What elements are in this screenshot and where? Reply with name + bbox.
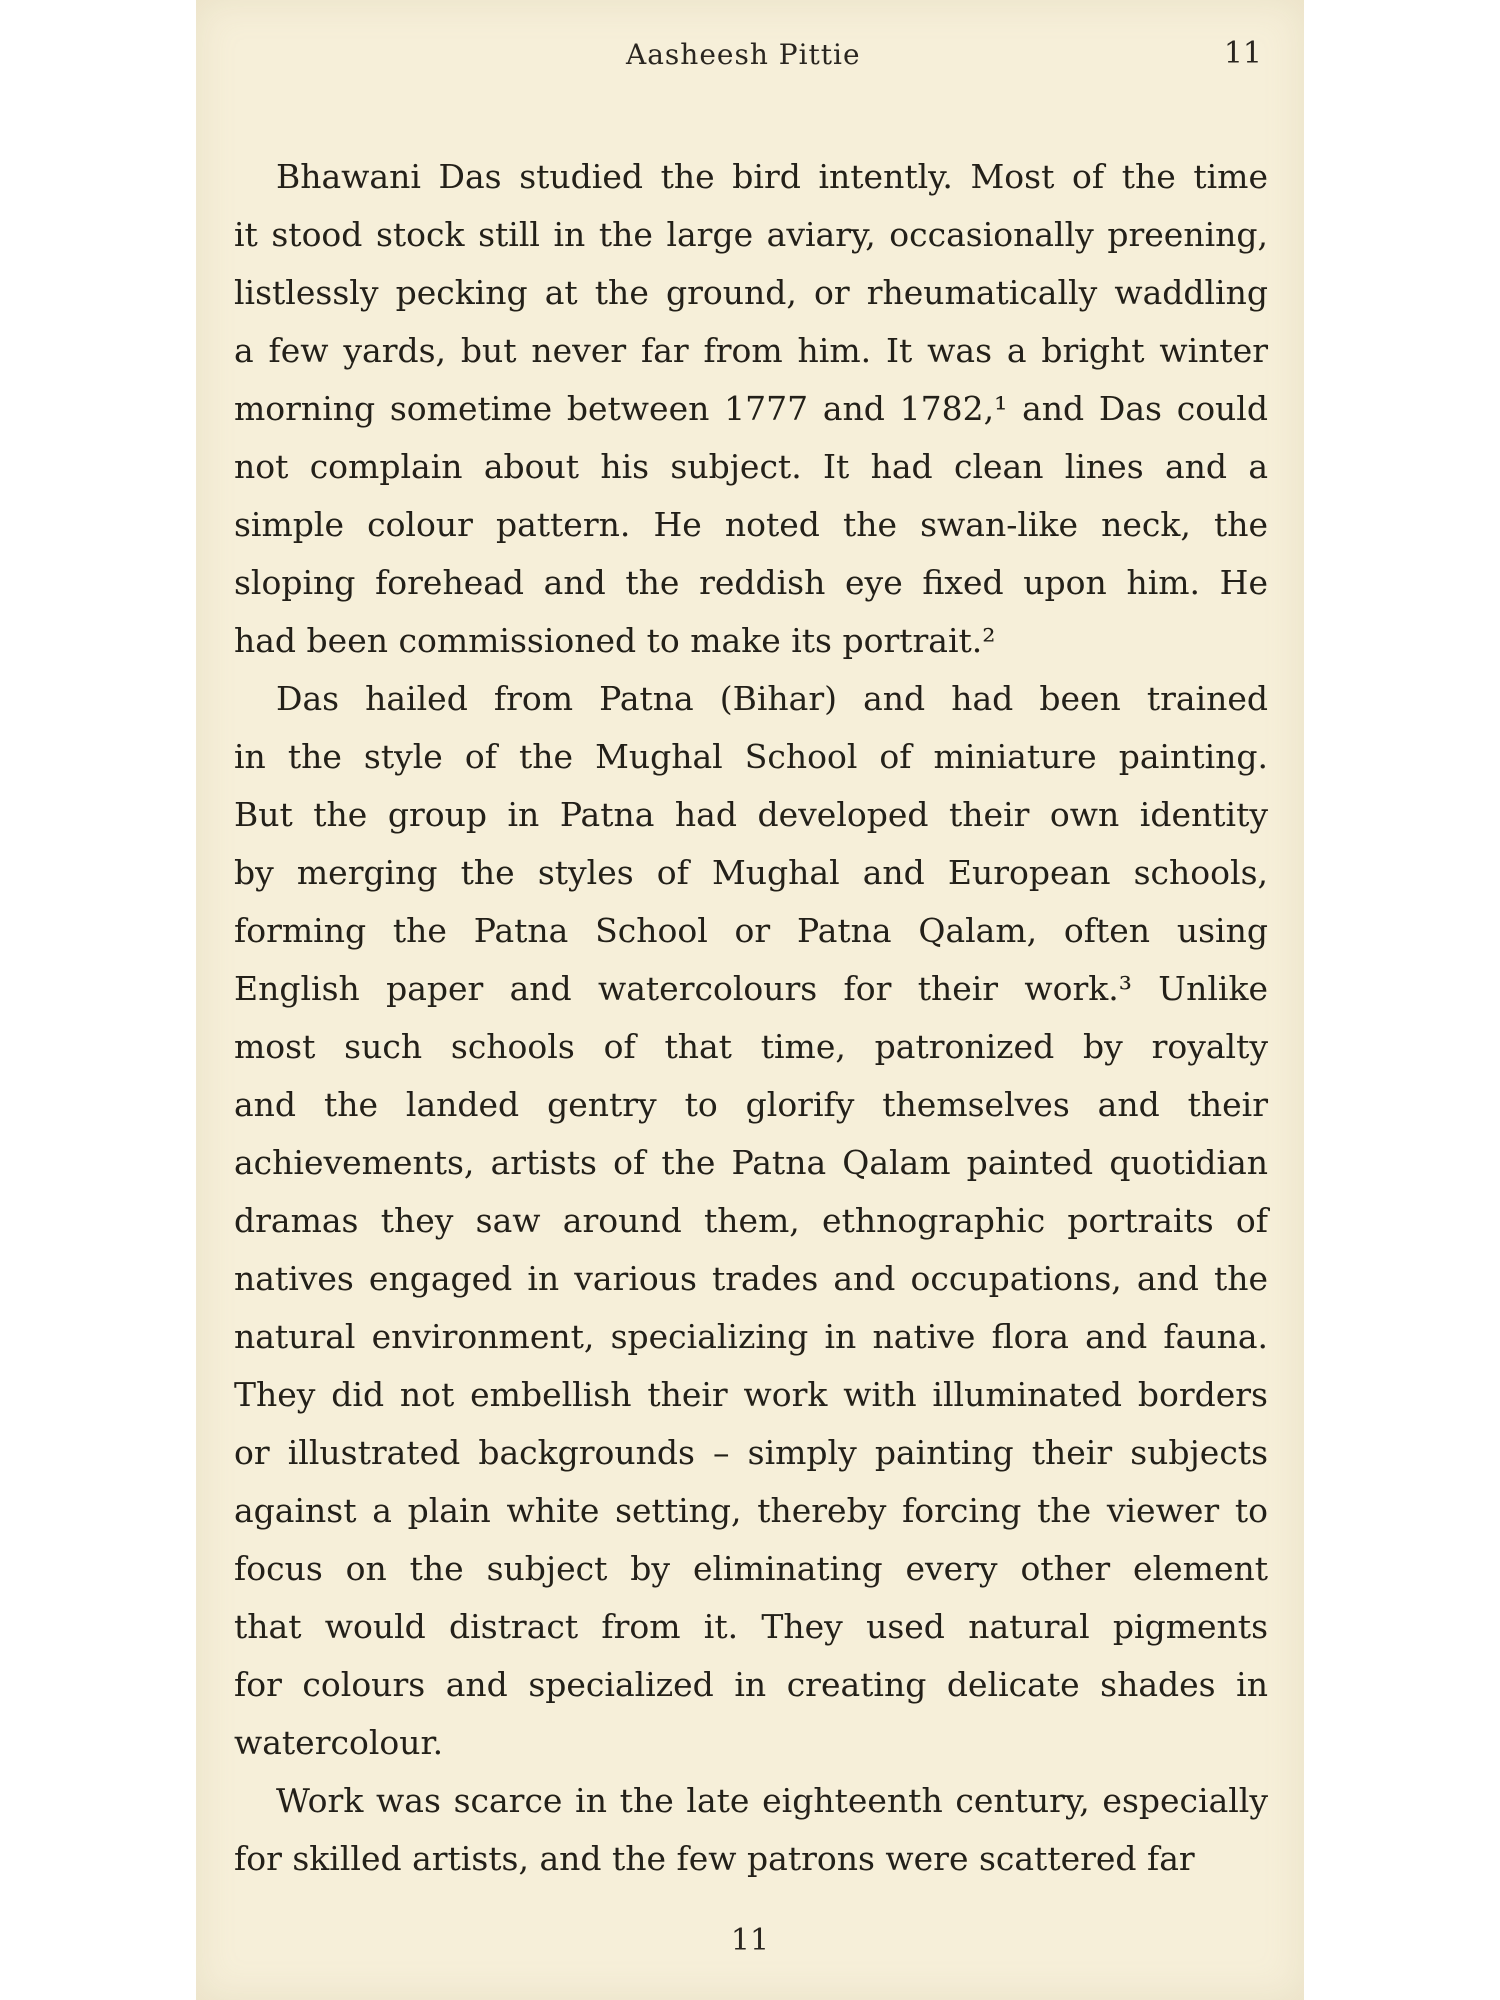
- header-author: Aasheesh Pittie: [626, 38, 861, 71]
- text-line: focus on the subject by eliminating every other element: [234, 1549, 1268, 1588]
- text-line: achievements, artists of the Patna Qalam painted quotidian: [234, 1143, 1268, 1182]
- text-line: Das hailed from Patna (Bihar) and had been trained: [276, 679, 1268, 718]
- header-page-number: 11: [1223, 36, 1262, 71]
- book-page: [196, 0, 1304, 2000]
- text-line: natural environment, specializing in native flora and fauna.: [234, 1317, 1268, 1356]
- paragraph: [234, 670, 1268, 1772]
- text-line: against a plain white setting, thereby forcing the viewer to: [234, 1491, 1268, 1530]
- paragraph: [234, 148, 1268, 670]
- text-line: by merging the styles of Mughal and European schools,: [234, 853, 1268, 892]
- footer-page-number: 11: [730, 1923, 770, 1958]
- running-header: [196, 32, 1304, 82]
- text-line: had been commissioned to make its portrait.²: [234, 621, 996, 660]
- text-line: a few yards, but never far from him. It was a bright winter: [234, 331, 1268, 370]
- text-line: simple colour pattern. He noted the swan-like neck, the: [234, 505, 1268, 544]
- text-line: watercolour.: [234, 1723, 444, 1762]
- text-line: But the group in Patna had developed their own identity: [234, 795, 1268, 834]
- text-line: not complain about his subject. It had clean lines and a: [234, 447, 1268, 486]
- text-line: sloping forehead and the reddish eye fixed upon him. He: [234, 563, 1268, 602]
- text-line: English paper and watercolours for their work.³ Unlike: [234, 969, 1268, 1008]
- text-line: that would distract from it. They used natural pigments: [234, 1607, 1268, 1646]
- text-line: dramas they saw around them, ethnographic portraits of: [234, 1201, 1268, 1240]
- text-line: most such schools of that time, patronized by royalty: [234, 1027, 1268, 1066]
- text-line: it stood stock still in the large aviary, occasionally preening,: [234, 215, 1268, 254]
- text-line: for skilled artists, and the few patrons were scattered far: [234, 1839, 1195, 1878]
- text-line: They did not embellish their work with illuminated borders: [234, 1375, 1268, 1414]
- body-text: [234, 148, 1268, 1888]
- text-line: in the style of the Mughal School of miniature painting.: [234, 737, 1268, 776]
- text-line: or illustrated backgrounds – simply painting their subjects: [234, 1433, 1268, 1472]
- paragraph: [234, 1772, 1268, 1888]
- text-line: for colours and specialized in creating delicate shades in: [234, 1665, 1268, 1704]
- text-line: Work was scarce in the late eighteenth century, especially: [276, 1781, 1268, 1820]
- text-line: morning sometime between 1777 and 1782,¹ and Das could: [234, 389, 1268, 428]
- text-line: Bhawani Das studied the bird intently. Most of the time: [276, 157, 1268, 196]
- text-line: natives engaged in various trades and occupations, and the: [234, 1259, 1268, 1298]
- text-line: and the landed gentry to glorify themselves and their: [234, 1085, 1268, 1124]
- text-line: listlessly pecking at the ground, or rheumatically waddling: [234, 273, 1268, 312]
- text-line: forming the Patna School or Patna Qalam, often using: [234, 911, 1268, 950]
